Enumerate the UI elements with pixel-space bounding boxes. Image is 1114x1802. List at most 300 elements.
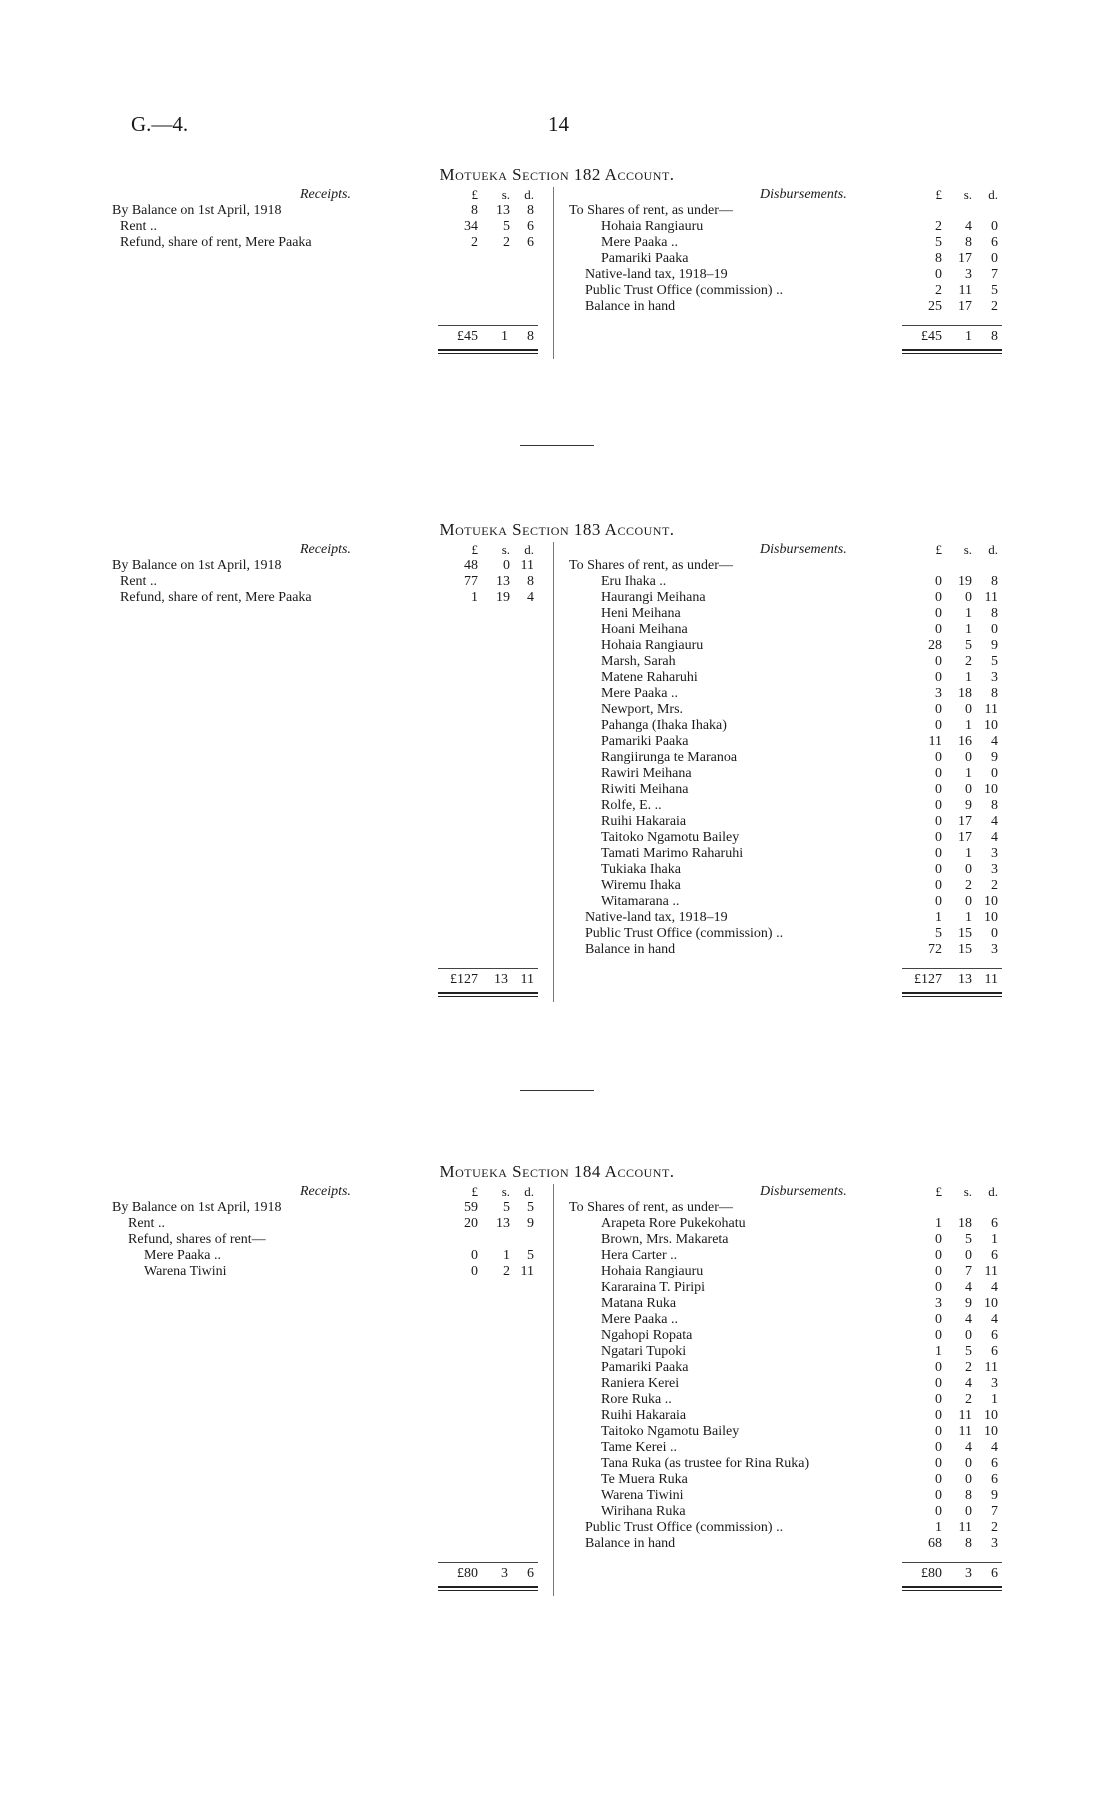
disbursement-row bbox=[0, 235, 1114, 251]
receipts-total-rule bbox=[438, 1562, 538, 1563]
receipt-amount-pounds: 20 bbox=[464, 1216, 478, 1231]
disbursement-amount-pounds: 0 bbox=[935, 622, 942, 637]
disbursement-description: Warena Tiwini bbox=[601, 1488, 684, 1503]
disbursement-amount-pounds: 0 bbox=[935, 830, 942, 845]
disbursement-row bbox=[0, 1328, 1114, 1344]
disbursement-amount-shillings: 1 bbox=[965, 622, 972, 637]
disbursement-row bbox=[0, 1264, 1114, 1280]
disbursement-amount-pounds: 0 bbox=[935, 1232, 942, 1247]
receipts-total-double-rule bbox=[438, 992, 538, 997]
disbursements-column-head: s. bbox=[963, 1184, 972, 1199]
disbursement-amount-pounds: 0 bbox=[935, 1424, 942, 1439]
receipt-amount-pence: 8 bbox=[527, 203, 534, 218]
receipt-description: Warena Tiwini bbox=[144, 1264, 227, 1279]
disbursement-amount-shillings: 8 bbox=[965, 1488, 972, 1503]
section-title bbox=[0, 165, 1114, 185]
disbursement-amount-pounds: 0 bbox=[935, 590, 942, 605]
disbursement-row bbox=[0, 1472, 1114, 1488]
disbursement-amount-shillings: 11 bbox=[958, 1520, 972, 1535]
disbursements-column-head: s. bbox=[963, 542, 972, 557]
disbursement-amount-pounds: 8 bbox=[935, 251, 942, 266]
disbursement-amount-pence: 6 bbox=[991, 1472, 998, 1487]
disbursement-amount-pence: 5 bbox=[991, 283, 998, 298]
disbursement-row bbox=[0, 1440, 1114, 1456]
disbursements-total-amount-pounds: £45 bbox=[921, 329, 942, 344]
disbursement-row bbox=[0, 1216, 1114, 1232]
disbursement-row bbox=[0, 862, 1114, 878]
disbursement-amount-pounds: 68 bbox=[928, 1536, 942, 1551]
disbursement-row bbox=[0, 1232, 1114, 1248]
disbursements-total-rule bbox=[902, 1562, 1002, 1563]
disbursements-total-double-rule bbox=[902, 1586, 1002, 1591]
disbursement-amount-pounds: 0 bbox=[935, 878, 942, 893]
disbursement-amount-pence: 0 bbox=[991, 251, 998, 266]
disbursement-row bbox=[0, 670, 1114, 686]
disbursement-description: Mere Paaka .. bbox=[601, 686, 678, 701]
disbursement-row bbox=[0, 219, 1114, 235]
receipt-description: Rent .. bbox=[128, 1216, 165, 1231]
disbursement-amount-shillings: 0 bbox=[965, 1504, 972, 1519]
disbursement-amount-pounds: 0 bbox=[935, 846, 942, 861]
disbursement-description: Tame Kerei .. bbox=[601, 1440, 677, 1455]
disbursement-amount-pence: 4 bbox=[991, 1440, 998, 1455]
disbursement-amount-pence: 9 bbox=[991, 750, 998, 765]
disbursement-amount-shillings: 0 bbox=[965, 862, 972, 877]
disbursement-amount-pence: 11 bbox=[984, 1264, 998, 1279]
disbursements-total-amount-shillings: 1 bbox=[965, 329, 972, 344]
receipt-amount-shillings: 5 bbox=[503, 219, 510, 234]
disbursements-total-amount-pounds: £127 bbox=[914, 972, 942, 987]
disbursements-column-head: d. bbox=[988, 187, 998, 202]
disbursement-amount-pence: 6 bbox=[991, 235, 998, 250]
disbursement-amount-shillings: 15 bbox=[958, 942, 972, 957]
disbursement-row bbox=[0, 782, 1114, 798]
disbursement-amount-pence: 11 bbox=[984, 590, 998, 605]
disbursements-total-amount-shillings: 13 bbox=[958, 972, 972, 987]
receipt-amount-pence: 11 bbox=[520, 1264, 534, 1279]
disbursement-amount-pounds: 2 bbox=[935, 283, 942, 298]
disbursements-column-head: s. bbox=[963, 187, 972, 202]
receipts-column-head: d. bbox=[524, 187, 534, 202]
receipts-total-amount-shillings: 3 bbox=[501, 1566, 508, 1581]
disbursement-amount-shillings: 17 bbox=[958, 299, 972, 314]
disbursement-amount-shillings: 2 bbox=[965, 1360, 972, 1375]
disbursement-description: Marsh, Sarah bbox=[601, 654, 676, 669]
disbursement-row bbox=[0, 766, 1114, 782]
disbursement-amount-pence: 8 bbox=[991, 574, 998, 589]
disbursement-amount-pence: 0 bbox=[991, 219, 998, 234]
receipts-total-double-rule bbox=[438, 349, 538, 354]
receipt-amount-pence: 11 bbox=[520, 558, 534, 573]
disbursements-column-head: £ bbox=[935, 187, 942, 202]
disbursement-description: Mere Paaka .. bbox=[601, 1312, 678, 1327]
disbursement-amount-pence: 4 bbox=[991, 830, 998, 845]
disbursement-description: Hohaia Rangiauru bbox=[601, 219, 704, 234]
receipt-amount-pounds: 0 bbox=[471, 1264, 478, 1279]
disbursement-description: Balance in hand bbox=[585, 299, 676, 314]
disbursement-amount-pence: 10 bbox=[984, 1296, 998, 1311]
disbursement-row bbox=[0, 894, 1114, 910]
section-separator bbox=[520, 445, 594, 446]
disbursement-amount-pounds: 0 bbox=[935, 606, 942, 621]
disbursement-amount-pounds: 0 bbox=[935, 267, 942, 282]
disbursement-row bbox=[0, 798, 1114, 814]
receipt-amount-pounds: 34 bbox=[464, 219, 478, 234]
disbursement-amount-pounds: 0 bbox=[935, 1360, 942, 1375]
disbursement-amount-pence: 3 bbox=[991, 846, 998, 861]
disbursement-amount-shillings: 19 bbox=[958, 574, 972, 589]
disbursement-description: Eru Ihaka .. bbox=[601, 574, 667, 589]
disbursement-amount-pence: 10 bbox=[984, 718, 998, 733]
disbursements-total-amount-pounds: £80 bbox=[921, 1566, 942, 1581]
receipts-total-amount-pence: 11 bbox=[520, 972, 534, 987]
receipt-description: Rent .. bbox=[120, 574, 157, 589]
disbursement-amount-shillings: 4 bbox=[965, 1440, 972, 1455]
disbursement-description: Ruihi Hakaraia bbox=[601, 1408, 687, 1423]
disbursement-row bbox=[0, 203, 1114, 219]
disbursement-amount-shillings: 0 bbox=[965, 590, 972, 605]
disbursement-amount-pounds: 0 bbox=[935, 782, 942, 797]
disbursement-description: Tukiaka Ihaka bbox=[601, 862, 681, 877]
receipt-description: Refund, share of rent, Mere Paaka bbox=[120, 590, 312, 605]
disbursement-row bbox=[0, 283, 1114, 299]
disbursement-amount-pence: 2 bbox=[991, 1520, 998, 1535]
receipt-amount-shillings: 5 bbox=[503, 1200, 510, 1215]
disbursement-amount-pence: 2 bbox=[991, 299, 998, 314]
disbursements-total-rule bbox=[902, 968, 1002, 969]
disbursement-description: Ngatari Tupoki bbox=[601, 1344, 687, 1359]
disbursements-total bbox=[0, 1566, 1114, 1582]
disbursement-row bbox=[0, 1360, 1114, 1376]
disbursement-amount-pence: 8 bbox=[991, 798, 998, 813]
disbursement-row bbox=[0, 1280, 1114, 1296]
disbursements-total bbox=[0, 972, 1114, 988]
disbursement-row bbox=[0, 910, 1114, 926]
disbursement-description: Riwiti Meihana bbox=[601, 782, 689, 797]
disbursements-total-amount-pence: 8 bbox=[991, 329, 998, 344]
disbursement-amount-shillings: 9 bbox=[965, 798, 972, 813]
disbursement-description: Hoani Meihana bbox=[601, 622, 688, 637]
disbursement-row bbox=[0, 718, 1114, 734]
receipt-amount-pence: 5 bbox=[527, 1200, 534, 1215]
disbursement-amount-pence: 10 bbox=[984, 894, 998, 909]
disbursement-amount-shillings: 7 bbox=[965, 1264, 972, 1279]
disbursement-amount-pence: 9 bbox=[991, 1488, 998, 1503]
disbursement-row bbox=[0, 734, 1114, 750]
disbursement-amount-pence: 8 bbox=[991, 606, 998, 621]
disbursement-row bbox=[0, 606, 1114, 622]
disbursement-amount-pounds: 0 bbox=[935, 1488, 942, 1503]
disbursement-description: Public Trust Office (commission) .. bbox=[585, 926, 784, 941]
disbursement-amount-pence: 3 bbox=[991, 670, 998, 685]
disbursement-amount-pounds: 0 bbox=[935, 1280, 942, 1295]
receipt-amount-pounds: 2 bbox=[471, 235, 478, 250]
disbursement-description: Kararaina T. Piripi bbox=[601, 1280, 706, 1295]
disbursement-amount-pounds: 0 bbox=[935, 1392, 942, 1407]
receipts-total-amount-pence: 8 bbox=[527, 329, 534, 344]
disbursement-amount-pounds: 0 bbox=[935, 574, 942, 589]
receipt-amount-shillings: 2 bbox=[503, 1264, 510, 1279]
disbursement-row bbox=[0, 622, 1114, 638]
receipts-column-head: £ bbox=[471, 542, 478, 557]
receipt-amount-shillings: 13 bbox=[496, 1216, 510, 1231]
disbursement-amount-shillings: 9 bbox=[965, 1296, 972, 1311]
disbursement-description: Pamariki Paaka bbox=[601, 734, 689, 749]
disbursement-amount-shillings: 1 bbox=[965, 846, 972, 861]
disbursement-amount-pounds: 1 bbox=[935, 1520, 942, 1535]
disbursement-description: Pamariki Paaka bbox=[601, 251, 689, 266]
receipt-amount-pence: 4 bbox=[527, 590, 534, 605]
disbursements-total-double-rule bbox=[902, 992, 1002, 997]
disbursement-row bbox=[0, 1408, 1114, 1424]
disbursement-amount-shillings: 11 bbox=[958, 283, 972, 298]
disbursement-amount-pence: 11 bbox=[984, 1360, 998, 1375]
disbursement-amount-shillings: 0 bbox=[965, 1248, 972, 1263]
disbursement-description: Hohaia Rangiauru bbox=[601, 638, 704, 653]
section-title-text: Motueka Section 184 Account. bbox=[439, 1162, 675, 1181]
disbursement-amount-pence: 6 bbox=[991, 1344, 998, 1359]
disbursement-amount-shillings: 15 bbox=[958, 926, 972, 941]
disbursement-amount-shillings: 2 bbox=[965, 654, 972, 669]
disbursement-description: Balance in hand bbox=[585, 1536, 676, 1551]
disbursement-description: Pahanga (Ihaka Ihaka) bbox=[601, 718, 727, 733]
receipts-total-double-rule bbox=[438, 1586, 538, 1591]
disbursement-row bbox=[0, 1504, 1114, 1520]
receipts-column-head: d. bbox=[524, 542, 534, 557]
receipt-amount-pounds: 48 bbox=[464, 558, 478, 573]
disbursement-row bbox=[0, 558, 1114, 574]
page-number: 14 bbox=[548, 112, 569, 136]
disbursement-amount-pence: 6 bbox=[991, 1456, 998, 1471]
disbursements-column-head: d. bbox=[988, 542, 998, 557]
disbursement-amount-pence: 7 bbox=[991, 1504, 998, 1519]
receipt-amount-shillings: 13 bbox=[496, 203, 510, 218]
disbursement-amount-shillings: 0 bbox=[965, 1328, 972, 1343]
disbursement-description: Taitoko Ngamotu Bailey bbox=[601, 1424, 740, 1439]
disbursement-amount-shillings: 11 bbox=[958, 1408, 972, 1423]
receipts-total-amount-pence: 6 bbox=[527, 1566, 534, 1581]
disbursement-amount-pence: 10 bbox=[984, 1424, 998, 1439]
receipt-amount-pounds: 8 bbox=[471, 203, 478, 218]
disbursement-row bbox=[0, 846, 1114, 862]
disbursement-amount-shillings: 4 bbox=[965, 1312, 972, 1327]
receipts-total-rule bbox=[438, 325, 538, 326]
disbursement-amount-pounds: 0 bbox=[935, 1504, 942, 1519]
receipt-amount-pence: 9 bbox=[527, 1216, 534, 1231]
disbursement-row bbox=[0, 267, 1114, 283]
disbursement-description: Te Muera Ruka bbox=[601, 1472, 688, 1487]
disbursement-amount-pence: 10 bbox=[984, 782, 998, 797]
disbursement-description: Brown, Mrs. Makareta bbox=[601, 1232, 729, 1247]
disbursement-amount-pence: 11 bbox=[984, 702, 998, 717]
disbursement-amount-shillings: 5 bbox=[965, 1232, 972, 1247]
disbursements-total-amount-pence: 6 bbox=[991, 1566, 998, 1581]
receipts-label: Receipts. bbox=[300, 187, 351, 202]
disbursement-amount-shillings: 0 bbox=[965, 1472, 972, 1487]
section-separator bbox=[520, 1090, 594, 1091]
disbursement-row bbox=[0, 878, 1114, 894]
disbursement-description: Rolfe, E. .. bbox=[601, 798, 662, 813]
disbursement-amount-shillings: 1 bbox=[965, 718, 972, 733]
disbursement-amount-pence: 5 bbox=[991, 654, 998, 669]
disbursements-column-head: £ bbox=[935, 1184, 942, 1199]
disbursement-description: Matana Ruka bbox=[601, 1296, 677, 1311]
receipt-amount-shillings: 2 bbox=[503, 235, 510, 250]
disbursement-amount-pounds: 0 bbox=[935, 814, 942, 829]
disbursement-description: Newport, Mrs. bbox=[601, 702, 684, 717]
disbursements-label: Disbursements. bbox=[760, 187, 847, 202]
disbursement-amount-shillings: 3 bbox=[965, 267, 972, 282]
disbursements-column-head: £ bbox=[935, 542, 942, 557]
receipt-amount-shillings: 13 bbox=[496, 574, 510, 589]
disbursement-row bbox=[0, 750, 1114, 766]
receipt-amount-pence: 6 bbox=[527, 219, 534, 234]
receipt-amount-pounds: 0 bbox=[471, 1248, 478, 1263]
disbursement-amount-pence: 6 bbox=[991, 1328, 998, 1343]
disbursement-amount-pounds: 25 bbox=[928, 299, 942, 314]
receipts-column-head: £ bbox=[471, 1184, 478, 1199]
disbursement-amount-pounds: 3 bbox=[935, 686, 942, 701]
disbursement-row bbox=[0, 251, 1114, 267]
disbursement-description: Arapeta Rore Pukekohatu bbox=[601, 1216, 746, 1231]
disbursement-amount-pence: 4 bbox=[991, 734, 998, 749]
disbursement-description: Hohaia Rangiauru bbox=[601, 1264, 704, 1279]
disbursement-description: Witamarana .. bbox=[601, 894, 680, 909]
disbursement-description: Heni Meihana bbox=[601, 606, 681, 621]
receipts-total-amount-pounds: £45 bbox=[457, 329, 478, 344]
disbursement-description: Native-land tax, 1918–19 bbox=[585, 267, 728, 282]
disbursement-description: Rore Ruka .. bbox=[601, 1392, 672, 1407]
disbursement-description: Balance in hand bbox=[585, 942, 676, 957]
receipts-label: Receipts. bbox=[300, 542, 351, 557]
disbursement-description: Public Trust Office (commission) .. bbox=[585, 283, 784, 298]
disbursement-amount-shillings: 1 bbox=[965, 910, 972, 925]
disbursement-description: Tamati Marimo Raharuhi bbox=[601, 846, 744, 861]
disbursement-amount-shillings: 18 bbox=[958, 686, 972, 701]
disbursement-amount-pounds: 0 bbox=[935, 894, 942, 909]
disbursement-amount-shillings: 11 bbox=[958, 1424, 972, 1439]
receipts-column-head: s. bbox=[501, 187, 510, 202]
disbursement-row bbox=[0, 654, 1114, 670]
disbursement-amount-pounds: 1 bbox=[935, 1216, 942, 1231]
disbursement-amount-pounds: 0 bbox=[935, 1328, 942, 1343]
disbursement-row bbox=[0, 1376, 1114, 1392]
disbursement-description: Rawiri Meihana bbox=[601, 766, 692, 781]
disbursement-description: Native-land tax, 1918–19 bbox=[585, 910, 728, 925]
receipts-column-head: s. bbox=[501, 542, 510, 557]
disbursement-amount-pounds: 0 bbox=[935, 1408, 942, 1423]
disbursements-total bbox=[0, 329, 1114, 345]
receipt-description: Rent .. bbox=[120, 219, 157, 234]
receipts-column-head: d. bbox=[524, 1184, 534, 1199]
disbursement-amount-pence: 3 bbox=[991, 942, 998, 957]
receipt-description: By Balance on 1st April, 1918 bbox=[112, 1200, 282, 1215]
disbursement-description: Mere Paaka .. bbox=[601, 235, 678, 250]
disbursement-amount-pence: 6 bbox=[991, 1216, 998, 1231]
disbursement-description: To Shares of rent, as under— bbox=[569, 1200, 733, 1215]
disbursement-row bbox=[0, 1344, 1114, 1360]
disbursement-amount-pounds: 1 bbox=[935, 1344, 942, 1359]
receipt-description: By Balance on 1st April, 1918 bbox=[112, 558, 282, 573]
disbursement-amount-pounds: 28 bbox=[928, 638, 942, 653]
disbursement-row bbox=[0, 1248, 1114, 1264]
disbursement-amount-pounds: 0 bbox=[935, 1472, 942, 1487]
page-reference: G.—4. bbox=[131, 112, 189, 136]
section-title-text: Motueka Section 183 Account. bbox=[439, 520, 675, 539]
disbursement-amount-pence: 4 bbox=[991, 1280, 998, 1295]
receipt-amount-pounds: 1 bbox=[471, 590, 478, 605]
disbursement-amount-shillings: 8 bbox=[965, 1536, 972, 1551]
receipt-amount-pounds: 77 bbox=[464, 574, 478, 589]
disbursement-amount-shillings: 16 bbox=[958, 734, 972, 749]
section-title-text: Motueka Section 182 Account. bbox=[439, 165, 675, 184]
disbursement-row bbox=[0, 686, 1114, 702]
disbursement-row bbox=[0, 814, 1114, 830]
disbursements-column-head: d. bbox=[988, 1184, 998, 1199]
disbursement-description: Taitoko Ngamotu Bailey bbox=[601, 830, 740, 845]
disbursement-amount-shillings: 1 bbox=[965, 670, 972, 685]
disbursement-amount-pounds: 0 bbox=[935, 798, 942, 813]
disbursement-row bbox=[0, 1312, 1114, 1328]
disbursement-row bbox=[0, 590, 1114, 606]
receipt-description: Refund, share of rent, Mere Paaka bbox=[120, 235, 312, 250]
disbursement-amount-pence: 10 bbox=[984, 910, 998, 925]
disbursement-description: Raniera Kerei bbox=[601, 1376, 680, 1391]
disbursements-label: Disbursements. bbox=[760, 1184, 847, 1199]
disbursement-amount-pounds: 1 bbox=[935, 910, 942, 925]
disbursement-amount-pounds: 5 bbox=[935, 235, 942, 250]
disbursement-amount-shillings: 4 bbox=[965, 1280, 972, 1295]
disbursement-description: Matene Raharuhi bbox=[601, 670, 698, 685]
disbursement-amount-pounds: 0 bbox=[935, 862, 942, 877]
disbursement-amount-shillings: 0 bbox=[965, 782, 972, 797]
disbursement-amount-pounds: 0 bbox=[935, 718, 942, 733]
disbursement-amount-pence: 2 bbox=[991, 878, 998, 893]
disbursement-amount-shillings: 0 bbox=[965, 750, 972, 765]
receipt-amount-pounds: 59 bbox=[464, 1200, 478, 1215]
disbursement-row bbox=[0, 830, 1114, 846]
disbursement-description: Tana Ruka (as trustee for Rina Ruka) bbox=[601, 1456, 810, 1471]
disbursement-description: Wirihana Ruka bbox=[601, 1504, 686, 1519]
disbursement-row bbox=[0, 702, 1114, 718]
receipt-amount-shillings: 19 bbox=[496, 590, 510, 605]
disbursement-amount-pounds: 0 bbox=[935, 654, 942, 669]
receipt-description: Mere Paaka .. bbox=[144, 1248, 221, 1263]
receipt-amount-shillings: 0 bbox=[503, 558, 510, 573]
disbursement-description: Hera Carter .. bbox=[601, 1248, 678, 1263]
disbursement-row bbox=[0, 1488, 1114, 1504]
disbursement-row bbox=[0, 1200, 1114, 1216]
disbursement-amount-pence: 4 bbox=[991, 814, 998, 829]
disbursement-amount-shillings: 1 bbox=[965, 606, 972, 621]
disbursement-amount-shillings: 4 bbox=[965, 1376, 972, 1391]
disbursement-row bbox=[0, 1520, 1114, 1536]
disbursement-description: To Shares of rent, as under— bbox=[569, 558, 733, 573]
disbursement-amount-pounds: 0 bbox=[935, 702, 942, 717]
disbursement-amount-pence: 0 bbox=[991, 926, 998, 941]
disbursement-row bbox=[0, 1424, 1114, 1440]
disbursement-row bbox=[0, 1536, 1114, 1552]
receipts-column-head: £ bbox=[471, 187, 478, 202]
disbursements-total-rule bbox=[902, 325, 1002, 326]
disbursement-row bbox=[0, 299, 1114, 315]
disbursement-amount-pence: 4 bbox=[991, 1312, 998, 1327]
disbursements-total-double-rule bbox=[902, 349, 1002, 354]
disbursement-amount-pence: 3 bbox=[991, 862, 998, 877]
disbursement-amount-pence: 3 bbox=[991, 1376, 998, 1391]
disbursements-total-amount-shillings: 3 bbox=[965, 1566, 972, 1581]
disbursements-total-amount-pence: 11 bbox=[984, 972, 998, 987]
